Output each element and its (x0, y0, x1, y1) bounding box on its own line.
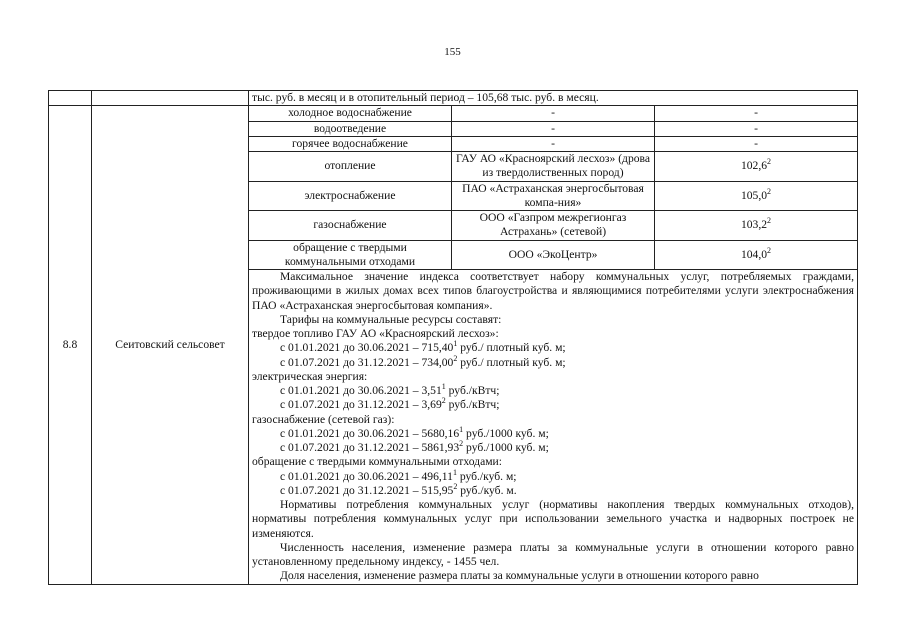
description-cell (249, 270, 858, 585)
gas-title: газоснабжение (сетевой газ): (252, 412, 395, 426)
index-value: 104,0 (740, 247, 768, 261)
service-index (655, 240, 858, 270)
service-provider: ООО «ЭкоЦентр» (452, 240, 655, 270)
index-value: 102,6 (740, 159, 768, 173)
service-provider: - (452, 106, 655, 121)
service-name: отопление (249, 152, 452, 182)
footnote-mark: 2 (767, 186, 772, 196)
service-provider: ПАО «Астраханская энергосбытовая компа-ния» (452, 181, 655, 211)
footnote-mark: 2 (459, 439, 464, 449)
municipality-name: Сеитовский сельсовет (92, 106, 249, 584)
service-index: - (655, 136, 858, 151)
service-index (655, 181, 858, 211)
index-value: 105,0 (740, 188, 768, 202)
paragraph-population: Численность населения, изменение размера платы за коммунальные услуги в отношении которого равно установленному предельному индексу, - 1455 чел. (252, 540, 854, 568)
service-index: - (655, 121, 858, 136)
service-name: газоснабжение (249, 211, 452, 241)
service-provider: ГАУ АО «Красноярский лесхоз» (дрова из твердолиственных пород) (452, 152, 655, 182)
solid-fuel-title: твердое топливо ГАУ АО «Красноярский лесхоз»: (252, 327, 499, 340)
paragraph-max-index: Максимальное значение индекса соответствует набору коммунальных услуг, потребляемых граждами, проживающими в жилых домах всех типов благоустройства и являющимися потребителями услуги электроснабжения ПАО «Астраханская энергосбытовая компания». (252, 270, 854, 312)
footnote-mark: 2 (453, 353, 458, 363)
service-provider: - (452, 136, 655, 151)
service-name: электроснабжение (249, 181, 452, 211)
service-name: водоотведение (249, 121, 452, 136)
service-provider: ООО «Газпром межрегионгаз Астрахань» (сетевой) (452, 211, 655, 241)
page-number: 155 (444, 46, 461, 58)
tariff-line: с 01.01.2021 до 30.06.2021 – 715,40$^1$ руб./ плотный куб. м; (280, 339, 566, 355)
footnote-mark: 2 (767, 216, 772, 226)
footnote-mark: 2 (767, 245, 772, 255)
service-index: - (655, 106, 858, 121)
service-name: горячее водоснабжение (249, 136, 452, 151)
continued-text: тыс. руб. в месяц и в отопительный период – 105,68 тыс. руб. в месяц. (249, 91, 858, 106)
waste-title: обращение с твердыми коммунальными отходами: (252, 455, 502, 469)
service-name: холодное водоснабжение (249, 106, 452, 121)
service-row-cold-water (49, 106, 858, 121)
tariff-line: с 01.01.2021 до 30.06.2021 – 5680,16$^1$ руб./1000 куб. м; (280, 424, 549, 440)
footnote-mark: 1 (452, 467, 457, 477)
service-name: обращение с твердыми коммунальными отходами (249, 240, 452, 270)
footnote-mark: 2 (453, 481, 458, 491)
table-row (49, 91, 858, 106)
service-index (655, 152, 858, 182)
tariff-line: с 01.07.2021 до 31.12.2021 – 515,95$^2$ руб./куб. м. (280, 481, 517, 497)
service-index (655, 211, 858, 241)
row-number-cell-empty (49, 91, 92, 106)
electricity-title: электрическая энергия: (252, 369, 368, 383)
row-number: 8.8 (49, 106, 92, 584)
tariff-line: с 01.07.2021 до 31.12.2021 – 5861,93$^2$ руб./1000 куб. м; (280, 439, 549, 454)
paragraph-norms: Нормативы потребления коммунальных услуг (нормативы накопления твердых коммунальных отходов), нормативы потребления коммунальных услуг при использовании земельного участка и надворных построек не изменяются. (252, 498, 854, 540)
municipality-cell-empty (92, 91, 249, 106)
tariffs-intro: Тарифы на коммунальные ресурсы составят: (280, 312, 502, 326)
tariff-line: с 01.07.2021 до 31.12.2021 – 3,69$^2$ руб./кВтч; (280, 396, 500, 412)
footnote-mark: 2 (767, 157, 772, 167)
footnote-mark: 1 (441, 382, 446, 392)
tariff-line: с 01.01.2021 до 30.06.2021 – 3,51$^1$ руб./кВтч; (280, 382, 500, 397)
footnote-mark: 1 (453, 339, 458, 349)
footnote-mark: 2 (441, 396, 446, 406)
service-provider: - (452, 121, 655, 136)
paragraph-share: Доля населения, изменение размера платы за коммунальные услуги в отношении которого равно (280, 569, 759, 583)
footnote-mark: 1 (459, 424, 464, 434)
index-value: 103,2 (740, 218, 768, 232)
tariff-line: с 01.07.2021 до 31.12.2021 – 734,00$^2$ руб./ плотный куб. м; (280, 353, 566, 369)
municipal-services-table (48, 90, 858, 585)
tariff-line: с 01.01.2021 до 30.06.2021 – 496,11$^1$ руб./куб. м; (280, 467, 517, 483)
